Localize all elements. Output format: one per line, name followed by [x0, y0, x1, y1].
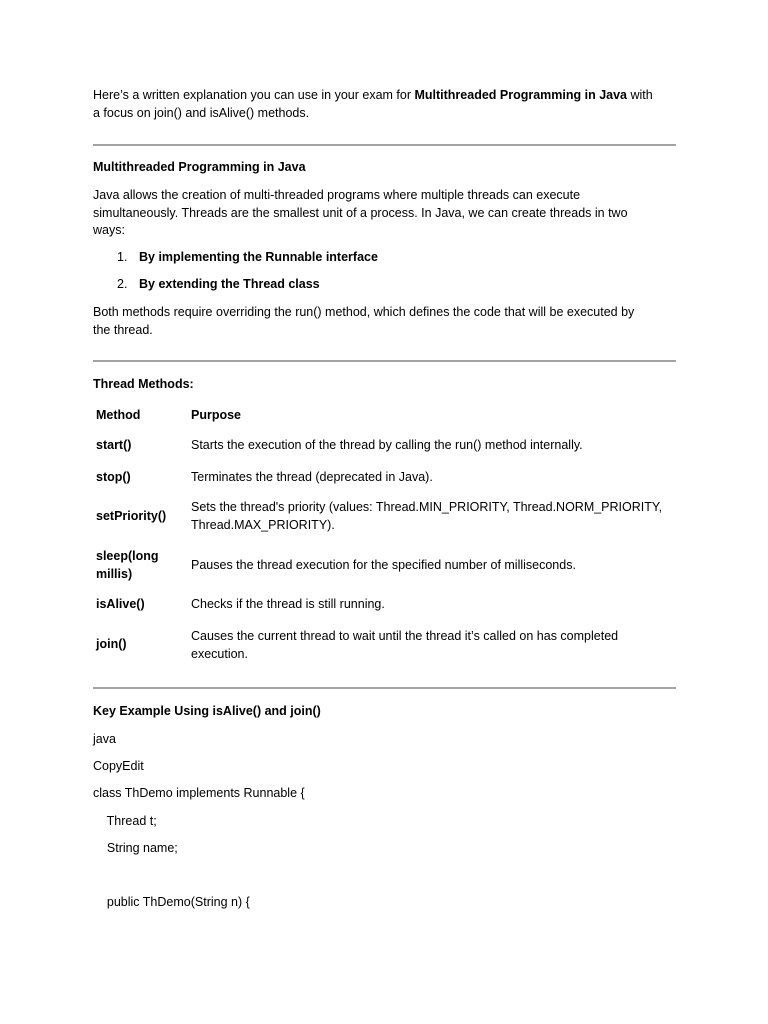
table-cell-purpose — [191, 499, 677, 534]
table-cell-purpose: Starts the execution of the thread by calling the run() method internally. — [191, 438, 583, 452]
table-cell-method: join() — [96, 637, 127, 651]
list-text: By extending the Thread class — [139, 277, 320, 291]
divider — [93, 360, 676, 362]
section1-paragraph — [93, 187, 677, 240]
list-number: 2. — [117, 277, 128, 291]
section-heading-multithreading: Multithreaded Programming in Java — [93, 160, 306, 174]
intro-text: Here’s a written explanation you can use in your exam for — [93, 88, 415, 102]
table-cell-method: stop() — [96, 470, 131, 484]
table-cell-method: setPriority() — [96, 509, 167, 523]
section-heading-thread-methods: Thread Methods: — [93, 377, 194, 391]
column-header-purpose: Purpose — [191, 408, 242, 422]
list-number: 1. — [117, 250, 128, 264]
method-line2: millis) — [96, 566, 133, 581]
list-item — [117, 249, 378, 266]
section1-line1: Java allows the creation of multi-threaded programs where multiple threads can execute — [93, 188, 581, 202]
copy-edit-button[interactable]: CopyEdit — [93, 759, 144, 773]
column-header-method: Method — [96, 408, 141, 422]
intro-paragraph — [93, 87, 677, 122]
table-cell-purpose: Checks if the thread is still running. — [191, 597, 385, 611]
table-cell-purpose: Terminates the thread (deprecated in Java). — [191, 470, 433, 484]
section1-line2: simultaneously. Threads are the smallest unit of a process. In Java, we can create threads in two — [93, 205, 628, 220]
table-cell-method — [96, 548, 181, 583]
purpose-line2: Thread.MAX_PRIORITY). — [191, 517, 335, 532]
divider — [93, 687, 676, 689]
section1-after-line1: Both methods require overriding the run() method, which defines the code that will be executed by — [93, 305, 635, 319]
section1-line3: ways: — [93, 223, 125, 237]
purpose-line2: execution. — [191, 646, 248, 661]
table-cell-method: start() — [96, 438, 132, 452]
purpose-line1: Sets the thread's priority (values: Thread.MIN_PRIORITY, Thread.NORM_PRIORITY, — [191, 500, 663, 514]
code-language-label: java — [93, 732, 116, 746]
intro-text-end: with — [627, 88, 653, 102]
list-item — [117, 276, 320, 293]
code-line: Thread t; — [93, 814, 157, 828]
section1-after-paragraph — [93, 304, 677, 339]
section-heading-key-example: Key Example Using isAlive() and join() — [93, 704, 321, 718]
intro-bold-topic: Multithreaded Programming in Java — [414, 88, 628, 102]
code-line: class ThDemo implements Runnable { — [93, 786, 305, 800]
purpose-line1: Causes the current thread to wait until the thread it’s called on has completed — [191, 629, 619, 643]
list-text: By implementing the Runnable interface — [139, 250, 378, 264]
table-cell-method: isAlive() — [96, 597, 145, 611]
section1-after-line2: the thread. — [93, 322, 153, 337]
table-cell-purpose: Pauses the thread execution for the specified number of milliseconds. — [191, 558, 576, 572]
code-line: public ThDemo(String n) { — [93, 895, 250, 909]
method-line1: sleep(long — [96, 549, 159, 563]
intro-line2: a focus on join() and isAlive() methods. — [93, 105, 310, 120]
code-line: String name; — [93, 841, 178, 855]
table-cell-purpose — [191, 628, 677, 663]
divider — [93, 144, 676, 146]
